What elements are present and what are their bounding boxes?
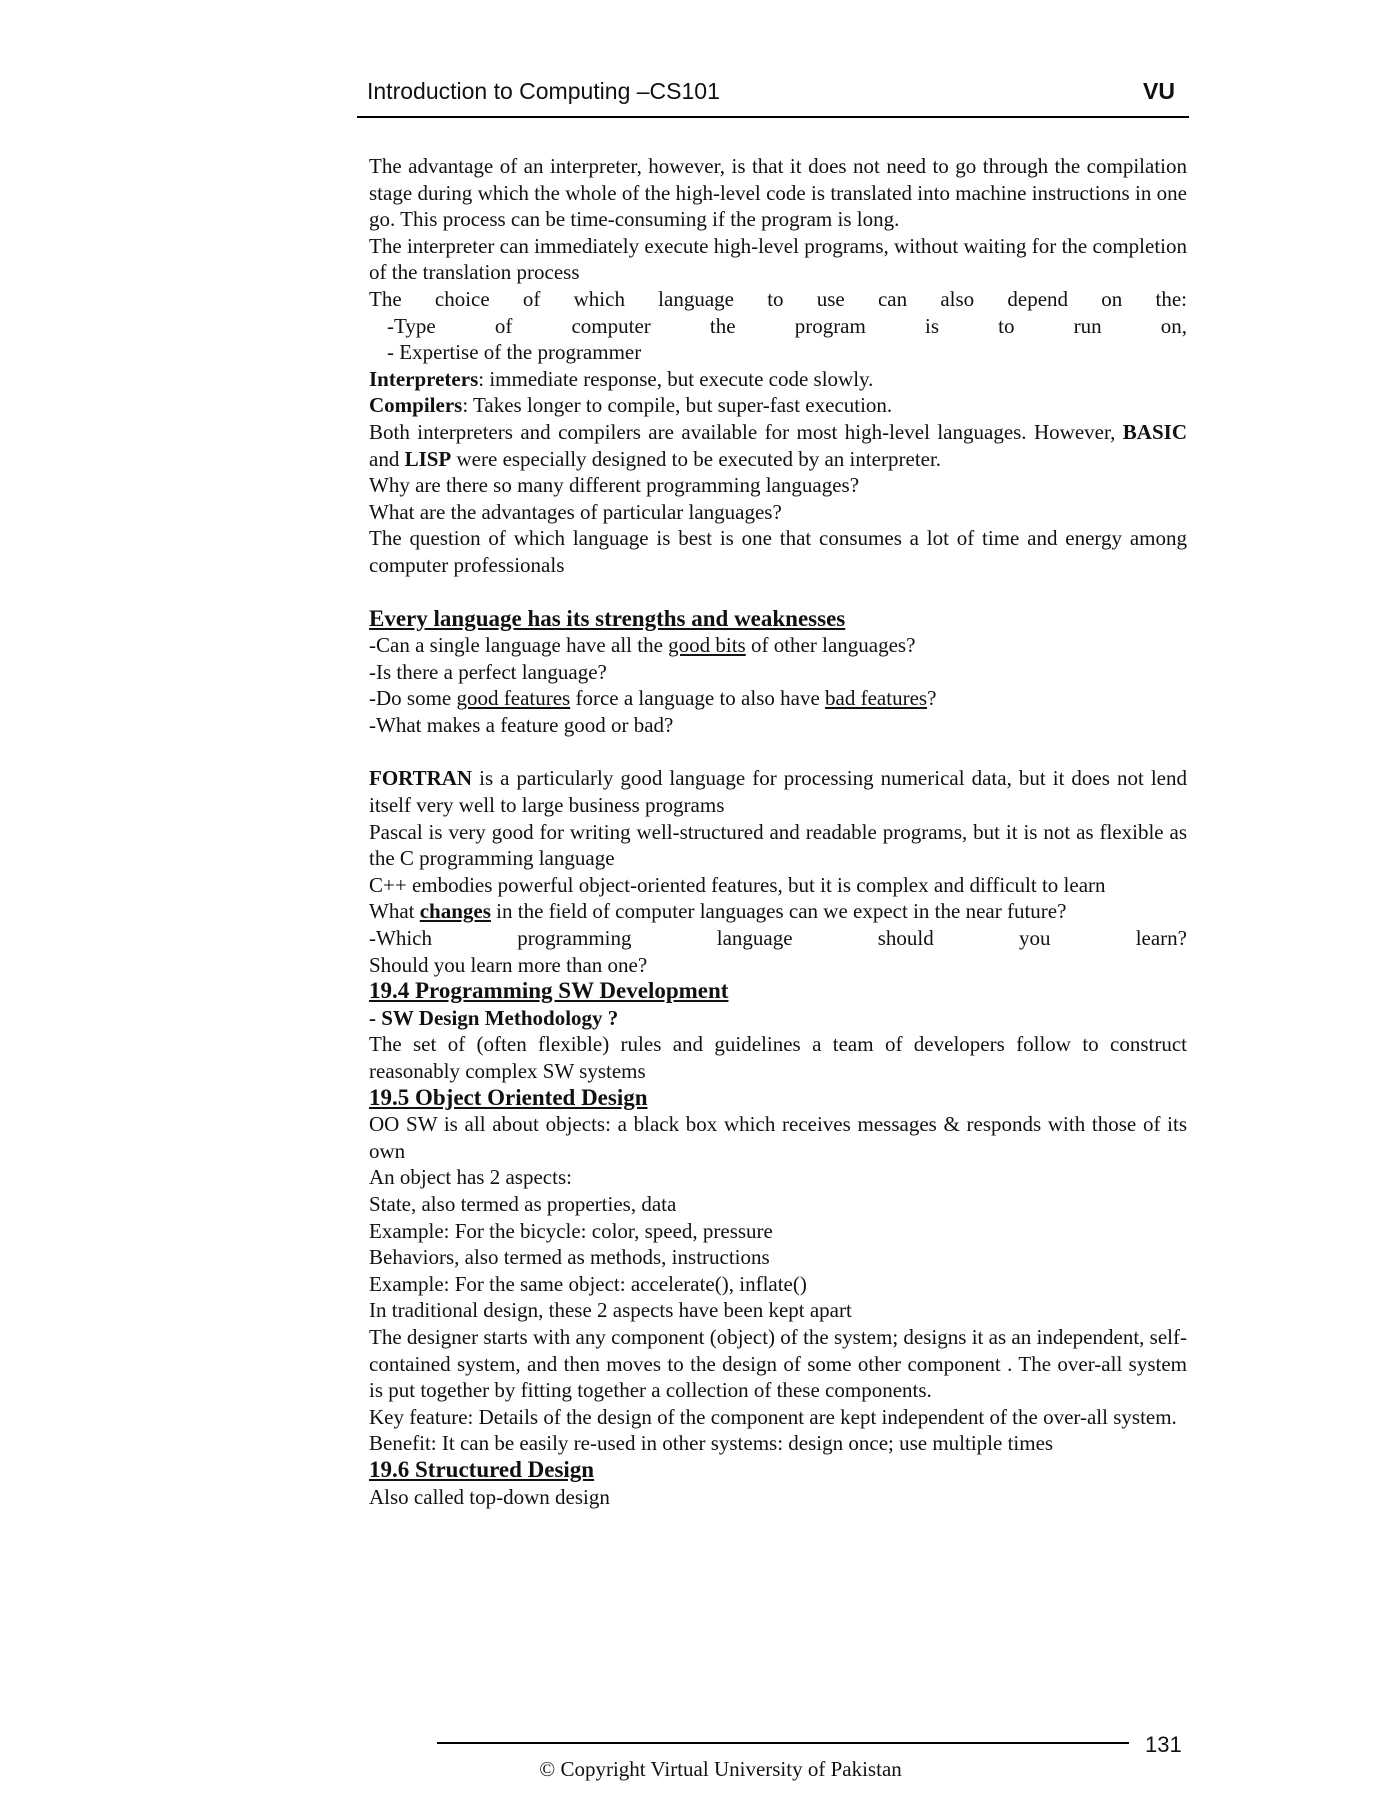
paragraph: The choice of which language to use can also depend on the:: [369, 286, 1187, 311]
org-label: VU: [1143, 78, 1175, 104]
list-item: -Do some good features force a language to also have bad features?: [369, 686, 937, 711]
list-item: -Type of computer the program is to run on,: [387, 313, 1187, 338]
paragraph: The interpreter can immediately execute high-level programs, without waiting for the completion of the translation process: [369, 233, 1187, 285]
term-label: Compilers: [369, 393, 463, 418]
paragraph: Pascal is very good for writing well-structured and readable programs, but it is not as flexible as the C programming language: [369, 819, 1187, 871]
paragraph: State, also termed as properties, data: [369, 1191, 677, 1216]
paragraph: The question of which language is best is one that consumes a lot of time and energy among computer professionals: [369, 526, 1187, 577]
copyright-notice: © Copyright Virtual University of Pakistan: [539, 1757, 902, 1781]
paragraph: Key feature: Details of the design of the component are kept independent of the over-all system.: [369, 1404, 1177, 1429]
list-item: -What makes a feature good or bad?: [369, 712, 674, 737]
paragraph: Interpreters: immediate response, but execute code slowly.: [369, 366, 874, 391]
section-heading: 19.5 Object Oriented Design: [369, 1084, 648, 1110]
page-number: 131: [1145, 1732, 1182, 1757]
paragraph: Compilers: Takes longer to compile, but super-fast execution.: [369, 393, 893, 418]
paragraph: Example: For the same object: accelerate(), inflate(): [369, 1271, 807, 1296]
paragraph: An object has 2 aspects:: [369, 1165, 572, 1190]
paragraph: Benefit: It can be easily re-used in other systems: design once; use multiple times: [369, 1431, 1054, 1456]
page-content: [369, 153, 1187, 1510]
list-item: -Can a single language have all the good bits of other languages?: [369, 633, 916, 658]
list-item: - Expertise of the programmer: [387, 340, 642, 365]
term-label: Interpreters: [369, 366, 479, 391]
paragraph: Also called top-down design: [369, 1484, 610, 1509]
list-item: -Is there a perfect language?: [369, 659, 607, 684]
page-header: [357, 76, 1189, 118]
paragraph: The designer starts with any component (object) of the system; designs it as an independent, self-contained system, and then moves to the design of some other component . The over-all system is put together by fitting together a collection of these components.: [369, 1324, 1187, 1403]
course-title: Introduction to Computing –CS101: [367, 78, 720, 104]
paragraph: -Which programming language should you learn?: [369, 926, 1187, 951]
paragraph: OO SW is all about objects: a black box which receives messages & responds with those of its own: [369, 1112, 1187, 1163]
section-heading: 19.4 Programming SW Development: [369, 978, 729, 1004]
paragraph: Should you learn more than one?: [369, 952, 648, 977]
paragraph: FORTRAN is a particularly good language for processing numerical data, but it does not lend itself very well to large business programs: [369, 766, 1187, 818]
paragraph: What are the advantages of particular languages?: [369, 499, 782, 524]
paragraph: The advantage of an interpreter, however, is that it does not need to go through the compilation stage during which the whole of the high-level code is translated into machine instructions in one go. This process can be time-consuming if the program is long.: [369, 154, 1187, 232]
paragraph: C++ embodies powerful object-oriented features, but it is complex and difficult to learn: [369, 872, 1106, 897]
paragraph: Example: For the bicycle: color, speed, pressure: [369, 1218, 773, 1243]
subsection-heading: - SW Design Methodology ?: [369, 1005, 619, 1030]
section-heading: 19.6 Structured Design: [369, 1456, 595, 1482]
paragraph: In traditional design, these 2 aspects have been kept apart: [369, 1298, 852, 1323]
paragraph: What changes in the field of computer languages can we expect in the near future?: [369, 899, 1067, 924]
paragraph: The set of (often flexible) rules and guidelines a team of developers follow to construct reasonably complex SW systems: [369, 1032, 1187, 1083]
footer-divider: [437, 1742, 1129, 1744]
paragraph: Behaviors, also termed as methods, instructions: [369, 1245, 770, 1270]
section-heading: Every language has its strengths and weaknesses: [369, 605, 846, 631]
paragraph: Why are there so many different programming languages?: [369, 473, 860, 498]
paragraph: Both interpreters and compilers are available for most high-level languages. However, BASIC and LISP were especially designed to be executed by an interpreter.: [369, 419, 1187, 471]
